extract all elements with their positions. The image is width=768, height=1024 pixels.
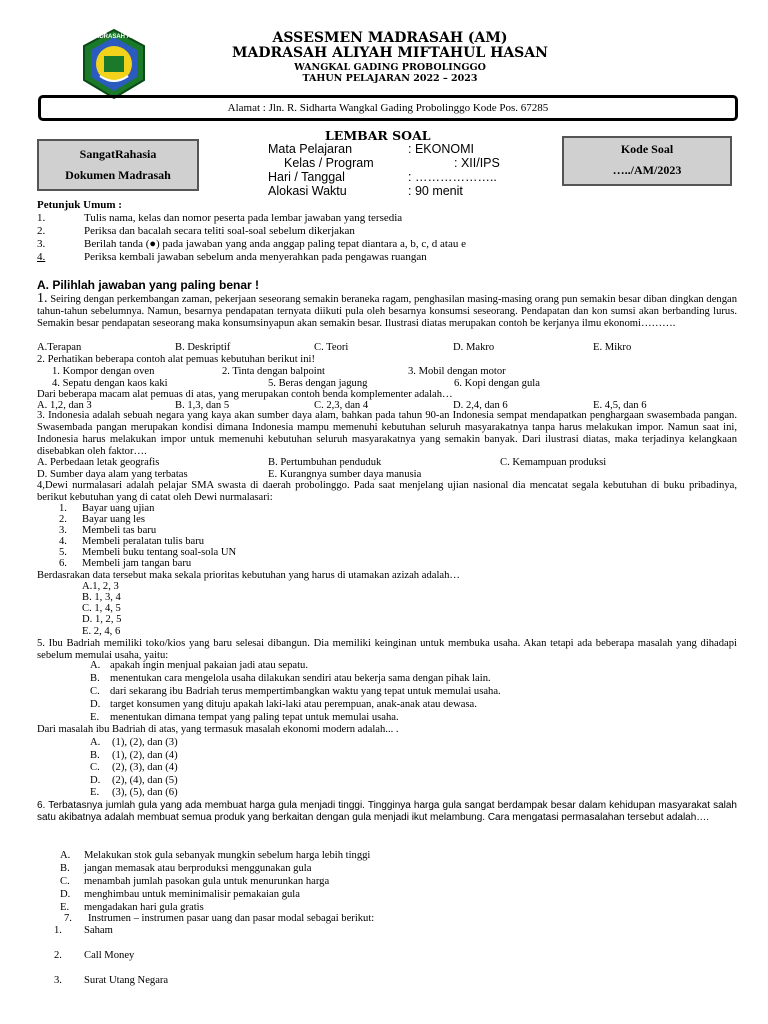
header-title-2: MADRASAH ALIYAH MIFTAHUL HASAN [232, 45, 548, 61]
instruction-text: Tulis nama, kelas dan nomor peserta pada lembar jawaban yang tersedia [84, 212, 403, 224]
q1-option: D. Makro [453, 342, 495, 353]
question-5-text: 5. Ibu Badriah memiliki toko/kios yang baru selesai dibangun. Dia memiliki keinginan untuk membuka usaha. Akan tetapi ada beberapa masalah yang dihadapi sebelum memulai usaha, yaitu: [37, 638, 737, 661]
q5-option-text: (3), (5), dan (6) [112, 787, 178, 798]
q6-option-text: menghimbau untuk meminimalisir pemakaian gula [84, 889, 300, 900]
question-7-number: 7. [64, 913, 72, 924]
question-2-text: 2. Perhatikan beberapa contoh alat pemuas kebutuhan berikut ini! [37, 354, 315, 365]
document-label: Dokumen Madrasah [65, 168, 171, 182]
subject-label: Mata Pelajaran [268, 142, 353, 156]
class-value: : XII/IPS [454, 156, 500, 170]
q4-option: D. 1, 2, 5 [82, 614, 122, 625]
header-subtitle-1: WANGKAL GADING PROBOLINGGO [294, 62, 486, 73]
q2-option: A. 1,2, dan 3 [37, 400, 92, 411]
q4-item-text: Membeli tas baru [82, 525, 157, 536]
date-value: : ……………….. [408, 170, 497, 184]
question-7-text: Instrumen – instrumen pasar uang dan pasar modal sebagai berikut: [88, 913, 375, 924]
logo-lettering: MADRASAH ALIYAH [90, 34, 149, 40]
q7-item-text: Call Money [84, 950, 135, 961]
q5-option-num: D. [90, 775, 101, 786]
q5-option-num: C. [90, 762, 100, 773]
code-box [562, 136, 732, 186]
q5-item-text: menentukan cara mengelola usaha dilakukan sendiri atau bekerja sama dengan pihak lain. [110, 673, 491, 684]
q4-item-text: Membeli jam tangan baru [82, 558, 192, 569]
q2-item: 6. Kopi dengan gula [454, 378, 540, 389]
q5-item-num: B. [90, 673, 100, 684]
instruction-num: 4. [37, 251, 46, 263]
header-title-1: ASSESMEN MADRASAH (AM) [272, 30, 508, 46]
class-label: Kelas / Program [284, 156, 374, 170]
q7-item-num: 2. [54, 950, 62, 961]
code-value: …../AM/2023 [612, 163, 682, 177]
q1-option: E. Mikro [593, 342, 632, 353]
subject-value: : EKONOMI [408, 142, 474, 156]
school-logo [78, 28, 150, 100]
q5-option-text: (2), (3), dan (4) [112, 762, 178, 773]
q6-option-num: A. [60, 850, 71, 861]
instructions-title: Petunjuk Umum : [37, 199, 122, 211]
section-a-heading: A. Pilihlah jawaban yang paling benar ! [37, 278, 260, 292]
q5-item-text: dari sekarang ibu Badriah terus mempertimbangkan waktu yang tepat untuk memulai usaha. [110, 686, 501, 697]
q3-option: C. Kemampuan produksi [500, 457, 607, 468]
q2-item: 1. Kompor dengan oven [52, 366, 155, 377]
q6-option-text: Melakukan stok gula sebanyak mungkin sebelum harga lebih tinggi [84, 850, 371, 861]
q4-item-text: Membeli buku tentang soal-sola UN [82, 547, 237, 558]
q2-item: 2. Tinta dengan balpoint [222, 366, 325, 377]
q6-option-num: C. [60, 876, 70, 887]
instruction-text: Periksa dan bacalah secara teliti soal-soal sebelum dikerjakan [84, 225, 355, 237]
time-label: Alokasi Waktu [268, 184, 347, 198]
instruction-text: Berilah tanda (●) pada jawaban yang anda anggap paling tepat diantara a, b, c, d atau e [84, 238, 467, 250]
q3-option: D. Sumber daya alam yang terbatas [37, 469, 188, 480]
sheet-title: LEMBAR SOAL [325, 128, 431, 143]
q7-item-text: Saham [84, 925, 113, 936]
q3-option: B. Pertumbuhan penduduk [268, 457, 382, 468]
question-4-text: 4,Dewi nurmalasari adalah pelajar SMA swasta di daerah probolinggo. Pada saat menjelang ujian nasional dia mencatat segala kebutuhan di buku pribadinya, berikut kebutuhan yang di catat oleh Dewi nurmalasari: [37, 480, 737, 503]
q5-option-num: A. [90, 737, 101, 748]
q5-item-text: apakah ingin menjual pakaian jadi atau sepatu. [110, 660, 308, 671]
q5-item-num: C. [90, 686, 100, 697]
instruction-num: 1. [37, 212, 46, 224]
q2-item: 4. Sepatu dengan kaos kaki [52, 378, 168, 389]
question-6-text: 6. Terbatasnya jumlah gula yang ada membuat harga gula menjadi tinggi. Tingginya harga gula sangat berdampak besar dalam kehidupan masyarakat salah satu akibatnya adalah membuat semua produk yang berkaitan dengan gula menjadi ikut melambung. Cara mengatasi permasalahan tersebut adalah…. [37, 800, 737, 823]
q4-option: C. 1, 4, 5 [82, 603, 121, 614]
confidential-box [37, 139, 199, 191]
q5-option-text: (1), (2), dan (3) [112, 737, 178, 748]
question-4-prompt: Berdasrakan data tersebut maka sekala prioritas kebutuhan yang harus di utamakan azizah adalah… [37, 570, 460, 581]
q5-option-num: B. [90, 750, 100, 761]
header-subtitle-2: TAHUN PELAJARAN 2022 – 2023 [302, 73, 478, 84]
q4-item-num: 3. [59, 525, 67, 536]
confidential-label: SangatRahasia [79, 147, 157, 161]
address-box [38, 95, 738, 121]
date-label: Hari / Tanggal [268, 170, 345, 184]
q4-item-text: Bayar uang les [82, 514, 145, 525]
q5-item-text: menentukan dimana tempat yang paling tepat untuk memulai usaha. [110, 712, 399, 723]
q6-option-num: D. [60, 889, 71, 900]
q4-item-num: 5. [59, 547, 67, 558]
q2-option: B. 1,3, dan 5 [175, 400, 230, 411]
q5-item-text: target konsumen yang dituju apakah laki-laki atau perempuan, anak-anak atau dewasa. [110, 699, 477, 710]
question-2-prompt: Dari beberapa macam alat pemuas di atas, yang merupakan contoh benda komplementer adalah… [37, 389, 453, 400]
q2-item: 3. Mobil dengan motor [408, 366, 506, 377]
q7-item-num: 3. [54, 975, 62, 986]
q5-item-num: E. [90, 712, 100, 723]
q6-option-num: E. [60, 902, 70, 913]
instruction-text: Periksa kembali jawaban sebelum anda menyerahkan pada pengawas ruangan [84, 251, 427, 263]
q1-option: B. Deskriptif [175, 342, 231, 353]
q2-option: D. 2,4, dan 6 [453, 400, 508, 411]
time-value: : 90 menit [408, 184, 463, 198]
q4-option: B. 1, 3, 4 [82, 592, 121, 603]
question-5-prompt: Dari masalah ibu Badriah di atas, yang termasuk masalah ekonomi modern adalah... . [37, 724, 399, 735]
q4-option: E. 2, 4, 6 [82, 626, 121, 637]
code-label: Kode Soal [620, 142, 674, 156]
q4-option: A.1, 2, 3 [82, 581, 119, 592]
question-1-text: Seiring dengan perkembangan zaman, pekerjaan seseorang semakin beraneka ragam, penghasilan masing-masing orang pun semakin besar diban dingkan dengan tahun-tahun sebelumnya. Namun, besarnya pendapatan ternyata diikuti pula oleh besarnya konsumsi seseorang. Pendapatan dan kon sumsi akan berbanding lurus. Semakin besar pendapatan seseorang maka konsumsinyapun akan semakin besar. Ilustrasi diatas merupakan contoh be kerjanya ilmu ekonomi………. [37, 294, 737, 329]
q6-option-num: B. [60, 863, 70, 874]
q4-item-num: 4. [59, 536, 67, 547]
question-3-text: 3. Indonesia adalah sebuah negara yang kaya akan sumber daya alam, bahkan pada tahun 90-an Indonesia sempat mendapatkan penghargaan swasembada pangan. Swasembada pangan merupakan kondisi dimana Indonesia mampu memenuhi kebutuhan seluruh masyarakatnya tanpa harus melakukan impor. Namun saat ini, Indonesia harus melakukan impor untuk memenuhi kebutuhan seluruh masyarakatnya yang semakin banyak. Dari ilustrasi diatas, maka terjadinya kelangkaan disebabkan oleh faktor…. [37, 410, 737, 457]
q6-option-text: jangan memasak atau berproduksi menggunakan gula [84, 863, 312, 874]
q7-item-text: Surat Utang Negara [84, 975, 169, 986]
q7-item-num: 1. [54, 925, 62, 936]
question-1 [37, 293, 737, 330]
q4-item-num: 1. [59, 503, 67, 514]
question-1-number: 1. [37, 291, 48, 306]
q6-option-text: mengadakan hari gula gratis [84, 902, 204, 913]
q1-option: A.Terapan [37, 342, 82, 353]
q5-option-text: (1), (2), dan (4) [112, 750, 178, 761]
q5-option-text: (2), (4), dan (5) [112, 775, 178, 786]
q1-option: C. Teori [314, 342, 349, 353]
q2-option: C. 2,3, dan 4 [314, 400, 369, 411]
q3-option: A. Perbedaan letak geografis [37, 457, 160, 468]
q4-item-text: Bayar uang ujian [82, 503, 155, 514]
q2-item: 5. Beras dengan jagung [268, 378, 368, 389]
q5-item-num: D. [90, 699, 101, 710]
q5-item-num: A. [90, 660, 101, 671]
q6-option-text: menambah jumlah pasokan gula untuk menurunkan harga [84, 876, 330, 887]
q5-option-num: E. [90, 787, 100, 798]
q4-item-num: 2. [59, 514, 67, 525]
q4-item-num: 6. [59, 558, 67, 569]
instruction-num: 3. [37, 238, 46, 250]
q2-option: E. 4,5, dan 6 [593, 400, 647, 411]
instruction-num: 2. [37, 225, 46, 237]
q3-option: E. Kurangnya sumber daya manusia [268, 469, 422, 480]
q4-item-text: Membeli peralatan tulis baru [82, 536, 205, 547]
address-text: Alamat : Jln. R. Sidharta Wangkal Gading Probolinggo Kode Pos. 67285 [227, 102, 549, 114]
